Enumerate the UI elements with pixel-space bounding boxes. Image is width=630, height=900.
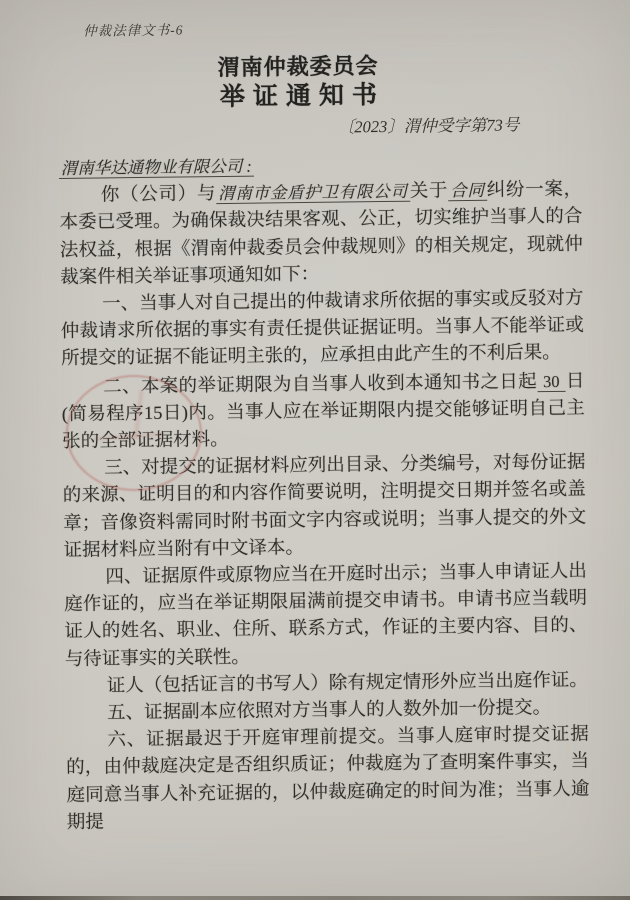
dispute-type-fill: 合同 — [448, 181, 487, 201]
case-number: 〔2023〕渭仲受字第73号 — [337, 115, 520, 137]
paragraph-item-6: 六、证据最迟于开庭审理前提交。当事人庭审时提交证据的，由仲裁庭决定是否组织质证；仲裁庭为了查明案件事实，当庭同意当事人补充证据的，以仲裁庭确定的时间为准；当事人逾期提 — [66, 724, 590, 833]
paragraph-item-4: 四、证据原件或原物应当在开庭时出示；当事人申请证人出庭作证的，应当在举证期限届满前提交申请书。申请书应当载明证人的姓名、职业、住所、联系方式，作证的主要内容、目的、与待证事实的关联性。 — [64, 561, 588, 670]
document-body — [59, 149, 590, 837]
addressee-name-fill: 渭南华达通物业有限公司 — [59, 157, 245, 179]
intro-post-text: 纠纷一案，本委已受理。为确保裁决结果客观、公正，切实维护当事人的合法权益，根据《渭南仲裁委员会仲裁规则》的相关规定，现就仲裁案件相关举证事项通知如下： — [59, 179, 583, 288]
document-content — [57, 12, 590, 837]
paragraph-intro — [59, 176, 583, 292]
photo-bottom-edge — [0, 896, 630, 900]
intro-mid-text: 关于 — [409, 181, 449, 202]
paragraph-item-3: 三、对提交的证据材料应列出目录、分类编号，对每份证据的来源、证明目的和内容作简要说明，注明提交日期并签名或盖章；音像资料需同时附书面文字内容或说明；当事人提交的外文证据材料应当附有中文译本。 — [62, 452, 587, 561]
issuing-authority-title: 渭南仲裁委员会 — [217, 53, 379, 81]
item-2-post-text: 日(简易程序15日)内。当事人应在举证期限内提交能够证明自己主张的全部证据材料。 — [61, 371, 585, 452]
document-title: 举证通知书 — [219, 81, 386, 112]
paragraph-witness-note: 证人（包括证言的书写人）除有规定情形外应当出庭作证。 — [106, 670, 588, 697]
paragraph-item-2 — [61, 367, 585, 456]
respondent-name-fill: 渭南市金盾护卫有限公司 — [216, 182, 410, 204]
intro-pre-text: 你（公司）与 — [100, 184, 217, 206]
deadline-days-fill: 30 — [537, 371, 566, 391]
item-2-pre-text: 二、本案的举证期限为自当事人收到本通知书之日起 — [103, 371, 538, 398]
addressee-colon: : — [244, 157, 254, 177]
paragraph-item-5: 五、证据副本应依照对方当事人的人数外加一份提交。 — [107, 698, 552, 724]
doc-form-label: 仲裁法律文书-6 — [83, 22, 184, 39]
paragraph-item-1: 一、当事人对自己提出的仲裁请求所依据的事实或反驳对方仲裁请求所依据的事实有责任提供证据证明。当事人不能举证或所提交的证据不能证明主张的，应承担由此产生的不利后果。 — [60, 288, 584, 370]
